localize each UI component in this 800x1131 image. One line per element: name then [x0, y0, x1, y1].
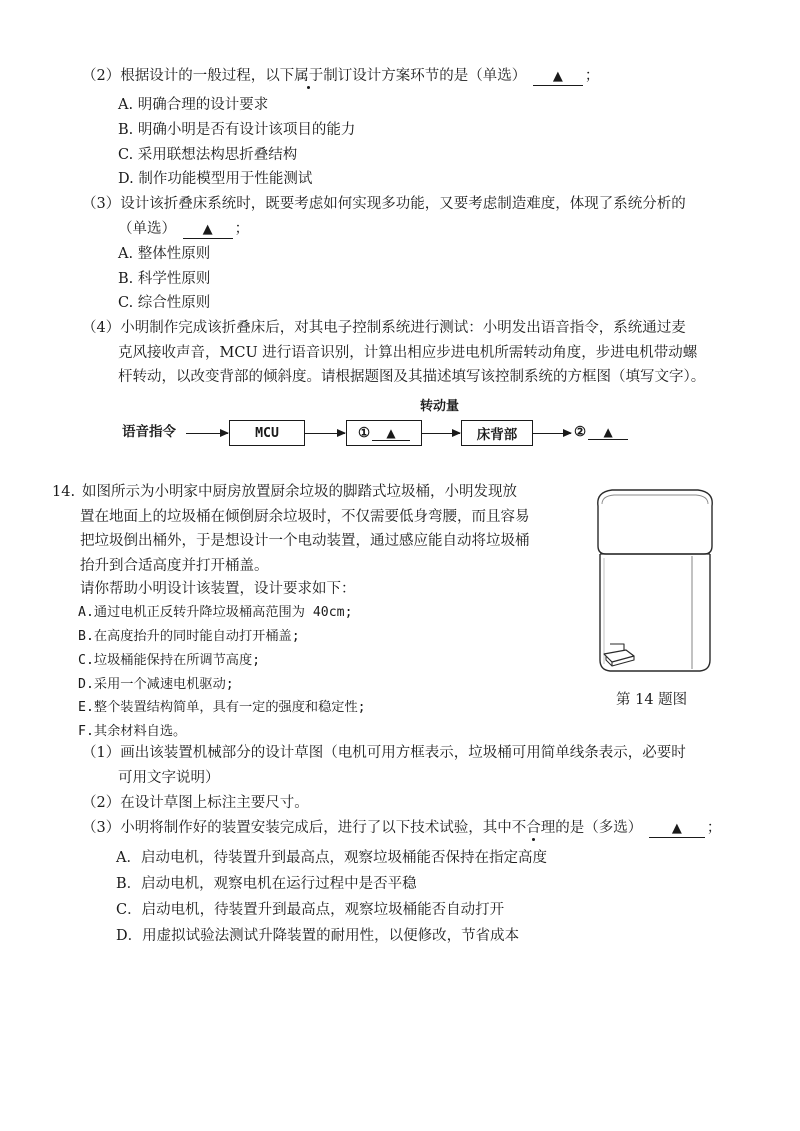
arrow-mcu-to-1 [305, 433, 345, 434]
q13-part3-option-a: A. 整体性原则 [118, 246, 211, 262]
q14-intro-line3: 把垃圾倒出桶外，于是想设计一个电动装置，通过感应能自动将垃圾桶 [80, 533, 530, 549]
q13-part3-option-b: B. 科学性原则 [118, 271, 211, 287]
q14-part1-line2: 可用文字说明） [118, 770, 220, 786]
q14-part3-label: （3） [82, 820, 121, 836]
q13-part4-line3: 杆转动，以改变背部的倾斜度。请根据题图及其描述填写该控制系统的方框图（填写文字）。 [118, 369, 706, 385]
emphasis-dotted: 不合理 [511, 820, 556, 836]
q14-part3-stem: （3）小明将制作好的装置安装完成后，进行了以下技术试验，其中不合理的是（多选） ▲ ； [82, 820, 722, 836]
q13-part3-stem: （3）设计该折叠床系统时，既要考虑如何实现多功能，又要考虑制造难度，体现了系统分析的 [82, 196, 686, 212]
arrow-label-rotation: 转动量 [420, 399, 460, 414]
circle-number-1: ① [357, 425, 371, 441]
q13-part2-label: （2） [82, 68, 121, 84]
arrow-1-to-bed [422, 433, 460, 434]
q13-part3-option-c: C. 综合性原则 [118, 295, 211, 311]
q13-part2-option-d: D. 制作功能模型用于性能测试 [118, 171, 313, 187]
q14-requirement-d: D.采用一个减速电机驱动; [78, 677, 234, 692]
q14-part3-option-b: B．启动电机，观察电机在运行过程中是否平稳 [116, 876, 417, 892]
q14-part3-option-c: C．启动电机，待装置升到最高点，观察垃圾桶能否自动打开 [116, 902, 505, 918]
q13-part2-option-b: B. 明确小明是否有设计该项目的能力 [118, 122, 356, 138]
q13-part3-label: （3） [82, 196, 121, 212]
q13-part2-option-a: A. 明确合理的设计要求 [118, 97, 269, 113]
q14-requirement-b: B.在高度抬升的同时能自动打开桶盖; [78, 629, 300, 644]
trash-can-icon [580, 484, 730, 684]
q14-intro-line2: 置在地面上的垃圾桶在倾倒厨余垃圾时，不仅需要低身弯腰，而且容易 [80, 509, 530, 525]
q13-part4-line1: （4）小明制作完成该折叠床后，对其电子控制系统进行测试：小明发出语音指令，系统通过麦 [82, 320, 686, 336]
output-blank-2[interactable] [574, 422, 628, 442]
figure-caption: 第 14 题图 [616, 692, 688, 708]
q13-part4-line2: 克风接收声音，MCU 进行语音识别，计算出相应步进电机所需转动角度，步进电机带动螺 [118, 345, 698, 361]
q14-request: 请你帮助小明设计该装置，设计要求如下： [80, 581, 356, 597]
q14-part1-label: （1） [82, 745, 121, 761]
trash-can-figure [580, 484, 730, 684]
q14-part1-line1: （1）画出该装置机械部分的设计草图（电机可用方框表示，垃圾桶可用简单线条表示，必要时 [82, 745, 686, 761]
q13-part4-label: （4） [82, 320, 121, 336]
q14-requirement-f: F.其余材料自选。 [78, 724, 187, 739]
q14-part3-option-d: D．用虚拟试验法测试升降装置的耐用性，以便修改，节省成本 [116, 928, 520, 944]
q14-part2: （2）在设计草图上标注主要尺寸。 [82, 795, 309, 811]
q13-part3-stem-cont: （单选） ▲ ； [118, 221, 250, 237]
circle-number-2: ② [574, 424, 587, 440]
q14-intro-line1: 如图所示为小明家中厨房放置厨余垃圾的脚踏式垃圾桶，小明发现放 [82, 484, 517, 500]
q13-part2-stem: （2）根据设计的一般过程，以下属于制订设计方案环节的是（单选） ▲ ； [82, 68, 600, 84]
q13-part2-option-c: C. 采用联想法构思折叠结构 [118, 147, 298, 163]
answer-blank[interactable]: ▲ [649, 821, 705, 838]
bed-back-box: 床背部 [461, 420, 533, 446]
emphasis-dotted: 属于 [294, 68, 324, 84]
arrow-bed-to-output [533, 433, 571, 434]
q14-intro-line4: 抬升到合适高度并打开桶盖。 [80, 558, 269, 574]
answer-blank[interactable]: ▲ [372, 426, 410, 441]
q14-part2-label: （2） [82, 795, 121, 811]
answer-blank[interactable]: ▲ [183, 222, 233, 239]
q14-requirement-c: C.垃圾桶能保持在所调节高度; [78, 653, 261, 668]
blank-box-1[interactable] [346, 420, 422, 446]
q14-requirement-e: E.整个装置结构简单，具有一定的强度和稳定性; [78, 700, 366, 715]
q14-requirement-a: A.通过电机正反转升降垃圾桶高范围为 40cm; [78, 605, 353, 620]
q14-part3-option-a: A．启动电机，待装置升到最高点，观察垃圾桶能否保持在指定高度 [116, 850, 547, 866]
answer-blank[interactable]: ▲ [533, 69, 583, 86]
mcu-box: MCU [229, 420, 305, 446]
input-label: 语音指令 [122, 424, 176, 440]
q14-number: 14. [52, 484, 76, 500]
arrow-input [186, 433, 228, 434]
answer-blank[interactable]: ▲ [588, 425, 628, 440]
